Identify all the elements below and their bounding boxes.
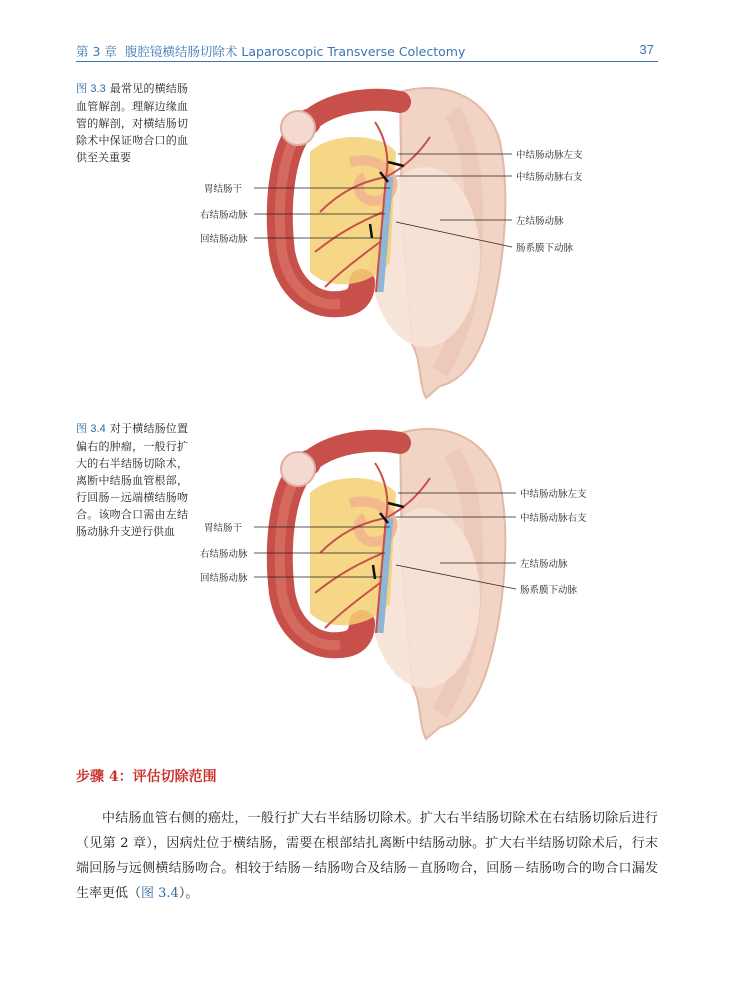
chapter-name: 腹腔镜横结肠切除术 Laparoscopic Transverse Colectomy — [124, 44, 466, 59]
running-header — [76, 40, 658, 60]
label-right-colic: 右结肠动脉 — [200, 549, 248, 560]
label-left-colic: 左结肠动脉 — [520, 559, 568, 570]
figure-number: 图 3.3 — [76, 83, 106, 95]
label-middle-colic-right: 中结肠动脉右支 — [520, 513, 587, 524]
label-ileocolic: 回结肠动脉 — [200, 234, 248, 245]
label-middle-colic-left: 中结肠动脉左支 — [520, 489, 587, 500]
figure-3-3-illustration — [190, 82, 620, 402]
body-paragraph — [76, 806, 658, 906]
label-right-colic: 右结肠动脉 — [200, 210, 248, 221]
label-ileocolic: 回结肠动脉 — [200, 573, 248, 584]
figure-3-4-illustration — [190, 423, 620, 743]
caption-text: 最常见的横结肠血管解剖。理解边缘血管的解剖，对横结肠切除术中保证吻合口的血供至关重要 — [76, 82, 188, 164]
label-middle-colic-right: 中结肠动脉右支 — [516, 172, 583, 183]
figure-3-4-caption — [76, 420, 188, 540]
caption-text: 对于横结肠位置偏右的肿瘤，一般行扩大的右半结肠切除术，离断中结肠血管根部，行回肠－远端横结肠吻合。该吻合口需由左结肠动脉升支逆行供血 — [76, 422, 188, 538]
paragraph-text: 中结肠血管右侧的癌灶，一般行扩大右半结肠切除术。扩大右半结肠切除术在右结肠切除后进行（见第 2 章），因病灶位于横结肠，需要在根部结扎离断中结肠动脉。扩大右半结肠切除术后，行末端回肠与远侧横结肠吻合。相较于结肠－结肠吻合及结肠－直肠吻合，回肠－结肠吻合的吻合口漏发生率更低（ — [76, 811, 658, 901]
label-gastrocolic-trunk: 胃结肠干 — [204, 523, 243, 534]
label-middle-colic-left: 中结肠动脉左支 — [516, 150, 583, 161]
page-number: 37 — [639, 42, 654, 57]
figure-reference-link[interactable]: 图 3.4 — [141, 886, 179, 901]
section-heading: 步骤 4：评估切除范围 — [76, 769, 217, 785]
label-ima: 肠系膜下动脉 — [520, 585, 578, 596]
figure-number: 图 3.4 — [76, 423, 106, 435]
figure-3-3-caption — [76, 80, 188, 166]
chapter-title — [76, 42, 473, 60]
label-left-colic: 左结肠动脉 — [516, 216, 564, 227]
header-divider — [76, 61, 658, 62]
paragraph-end: ）。 — [178, 886, 199, 901]
chapter-number: 第 3 章 — [76, 44, 117, 59]
label-ima: 肠系膜下动脉 — [516, 243, 574, 254]
label-gastrocolic-trunk: 胃结肠干 — [204, 184, 243, 195]
